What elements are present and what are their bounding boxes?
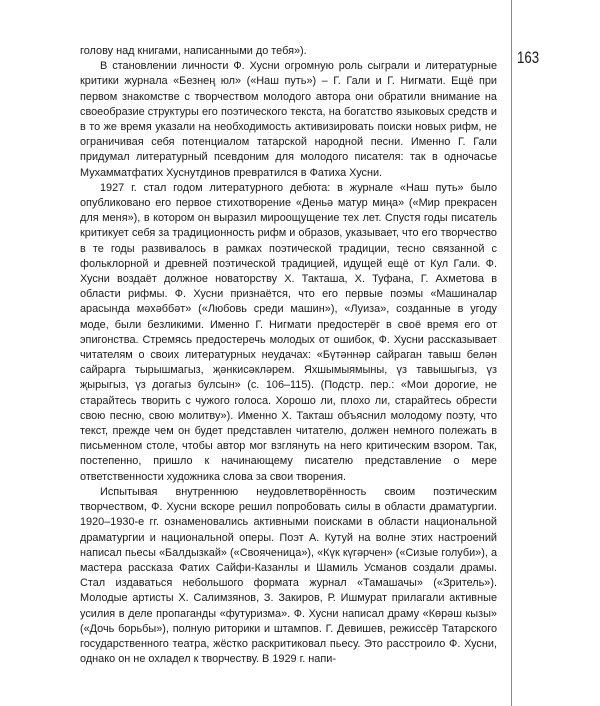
paragraph: В становлении личности Ф. Хусни огромную роль сыграли и литературные критики журнала «Безнең юл» («Наш путь») – Г. Гали и Г. Нигмати. Ещё при первом знакомстве с творчеством молодого автора они обратили внимание на своеобразие структуры его поэтического текста, на богатство языковых средств и в то же время указали на необходимость активизировать поиски новых рифм, не ограничивая себя потенциалом татарской народной песни. Именно Г. Гали придумал литературный псевдоним для молодого писателя: так в одночасье Мухамматфатих Хуснутдинов превратился в Фатиха Хусни. xyxy=(80,60,497,179)
body-text xyxy=(80,44,497,667)
paragraph: 1927 г. стал годом литературного дебюта: в журнале «Наш путь» было опубликовано его первое стихотворение «Деньә матур миңа» («Мир прекрасен для меня»), в котором он выразил мироощущение тех лет. Спустя годы писатель критикует себя за традиционность рифм и образов, указывает, что его творчество в те годы развивалось в рамках поэтической традиции, тесно связанной с фольклорной и древней поэтической традицией, идущей ещё от Кул Гали. Ф. Хусни воздаёт должное новаторству Х. Такташа, Х. Туфана, Г. Ахметова в области рифмы. Ф. Хусни признаётся, что его первые поэмы «Машиналар арасында мәхәббәт» («Любовь среди машин»), «Луиза», созданные в угоду моде, были безликими. Именно Г. Нигмати предостерёг в своё время его от эпигонства. Стремясь предостеречь молодых от ошибок, Ф. Хусни рассказывает читателям о своих литературных неудачах: «Бүтәннәр сайраган тавыш белән сайрарга тырышмагыз, җәнкисәкләрем. Яхшымыямыны, үз тавышыгыз, үз җырыгыз, үз догагыз булсын» (с. 106–115). (Подстр. пер.: «Мои дорогие, не старайтесь творить с чужого голоса. Хорошо ли, плохо ли, старайтесь обрести свою песню, свою молитву»). Именно Х. Такташ объяснил молодому поэту, что текст, прежде чем он будет представлен читателю, должен немного полежать в письменном столе, чтобы автор мог взглянуть на него критическим взором. Так, постепенно, пришло к начинающему писателю представление о мере ответственности художника слова за свои творения. xyxy=(80,181,497,483)
paragraph-continuation: голову над книгами, написанными до тебя»). xyxy=(80,45,307,57)
margin-divider-line xyxy=(511,0,512,706)
page-number: 163 xyxy=(517,48,540,67)
paragraph: Испытывая внутреннюю неудовлетворённость своим поэтическим творчеством, Ф. Хусни вскоре решил попробовать силы в области драматургии. 1920–1930-е гг. ознаменовались активными поисками в области национальной драматургии и национальной оперы. Поэт А. Кутуй на волне этих настроений написал пьесы «Балдызкай» («Свояченица»), «Күк күгәрчен» («Сизые голуби»), а мастера рассказа Фатих Сайфи-Казанлы и Шамиль Усманов создали драмы. Стал издаваться небольшого формата журнал «Тамашачы» («Зритель»). Молодые артисты Х. Салимзянов, З. Закиров, Р. Ишмурат прилагали активные усилия в деле пропаганды «футуризма». Ф. Хусни написал драму «Көрәш кызы» («Дочь борьбы»), полную риторики и штампов. Г. Девишев, режиссёр Татарского государственного театра, жёстко раскритиковал пьесу. Это расстроило Ф. Хусни, однако он не охладел к творчеству. В 1929 г. напи- xyxy=(80,485,497,666)
